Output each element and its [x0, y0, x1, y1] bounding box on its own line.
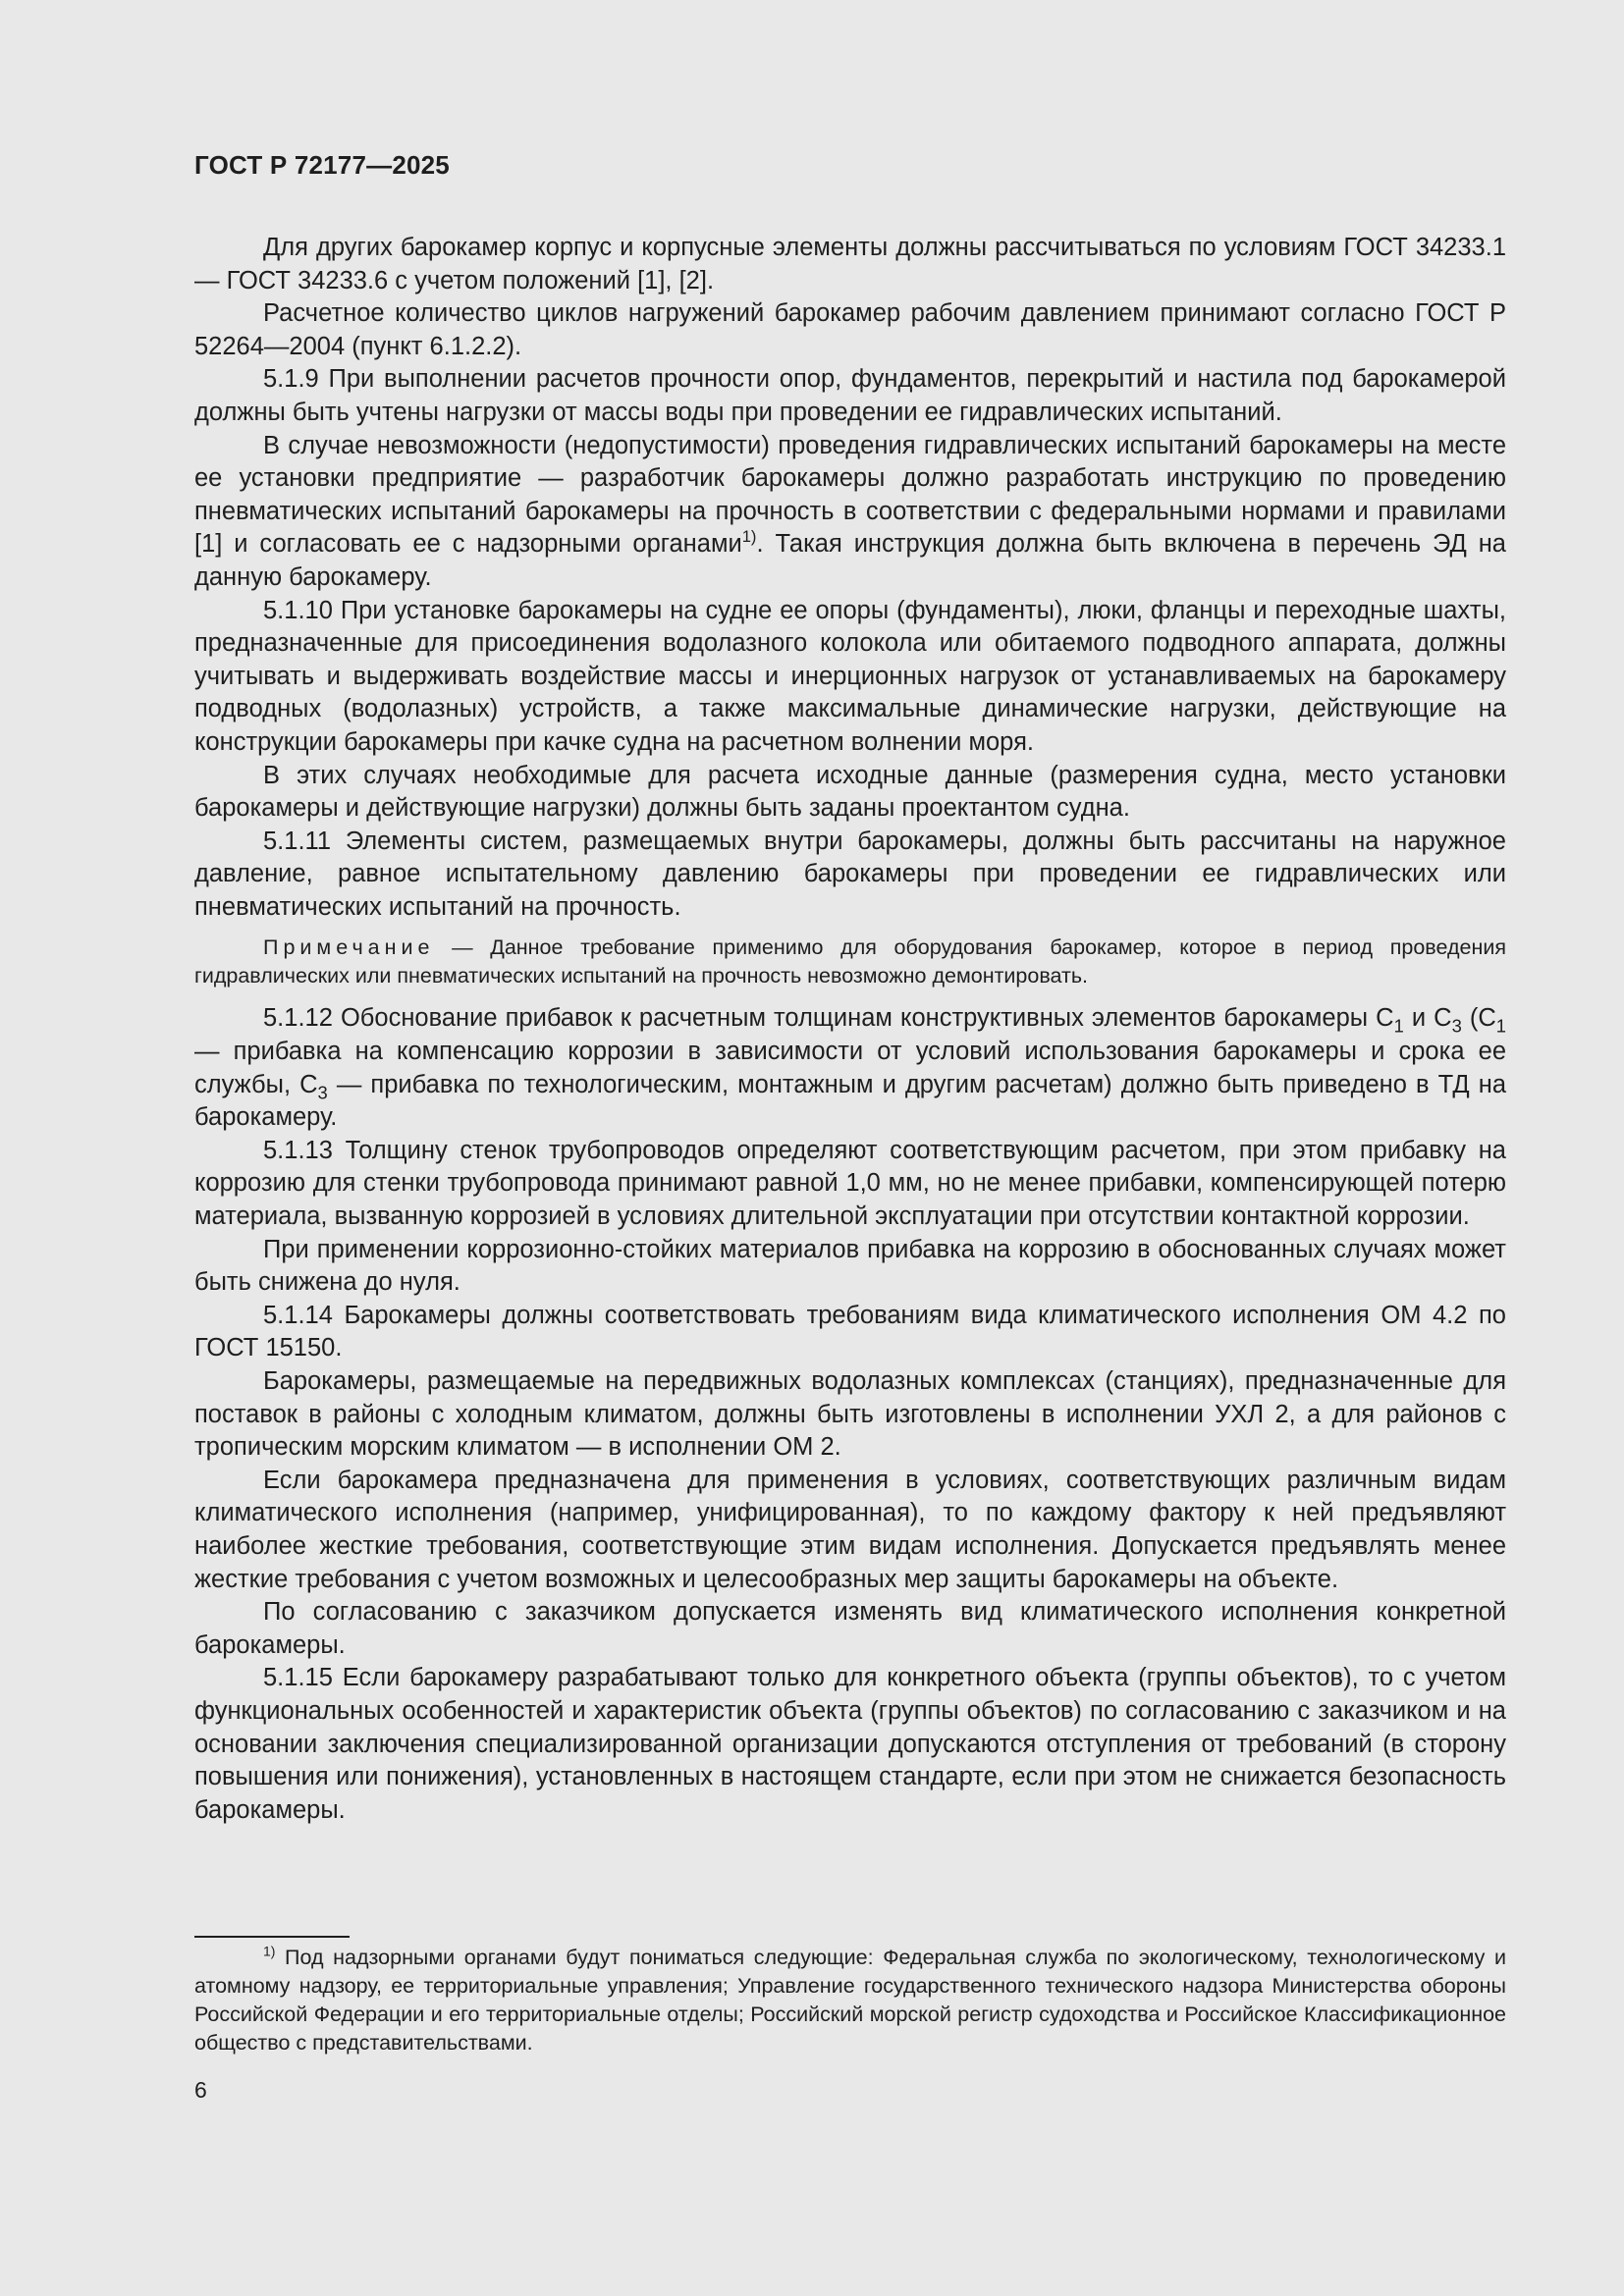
document-header: ГОСТ Р 72177—2025: [194, 150, 450, 180]
paragraph: 5.1.10 При установке барокамеры на судне ее опоры (фундаменты), люки, фланцы и переходные шахты, предназначенные для присоединения водолазного колокола или обитаемого подводного аппарата, должны учитывать и выдерживать воздействие массы и инерционных нагрузок от устанавливаемых на барокамеру подводных (водолазных) устройств, а также максимальные динамические нагрузки, действующие на конструкции барокамеры при качке судна на расчетном волнении моря.: [194, 596, 1506, 756]
paragraph-text: 5.1.12 Обоснование прибавок к расчетным толщинам конструктивных элементов барокамеры С: [263, 1004, 1394, 1033]
paragraph-text: и С: [1403, 1004, 1452, 1033]
subscript: 3: [1451, 1015, 1462, 1037]
document-body: [194, 232, 1506, 1827]
paragraph: [194, 1002, 1506, 1134]
paragraph: 5.1.9 При выполнении расчетов прочности опор, фундаментов, перекрытий и настила под барокамерой должны быть учтены нагрузки от массы воды при проведении ее гидравлических испытаний.: [194, 365, 1506, 426]
paragraph: 5.1.13 Толщину стенок трубопроводов определяют соответствующим расчетом, при этом прибавку на коррозию для стенки трубопровода принимают равной 1,0 мм, но не менее прибавки, компенсирующей потерю материала, вызванную коррозией в условиях длительной эксплуатации при отсутствии контактной коррозии.: [194, 1136, 1506, 1231]
paragraph: Для других барокамер корпус и корпусные элементы должны рассчитываться по условиям ГОСТ 34233.1 — ГОСТ 34233.6 с учетом положений [1], [2].: [194, 234, 1506, 294]
paragraph: 5.1.14 Барокамеры должны соответствовать требованиям вида климатического исполнения ОМ 4.2 по ГОСТ 15150.: [194, 1301, 1506, 1362]
page-number: 6: [194, 2077, 207, 2103]
paragraph: В этих случаях необходимые для расчета исходные данные (размерения судна, место установки барокамеры и действующие нагрузки) должны быть заданы проектантом судна.: [194, 761, 1506, 823]
paragraph: 5.1.15 Если барокамеру разрабатывают только для конкретного объекта (группы объектов), то с учетом функциональных особенностей и характеристик объекта (группы объектов) по согласованию с заказчиком и на основании заключения специализированной организации допускаются отступления от требований (в сторону повышения или понижения), установленных в настоящем стандарте, если при этом не снижается безопасность барокамеры.: [194, 1664, 1506, 1824]
subscript: 1: [1495, 1015, 1506, 1037]
paragraph: Если барокамера предназначена для применения в условиях, соответствующих различным видам климатического исполнения (например, унифицированная), то по каждому фактору к ней предъявляют наиболее жесткие требования, соответствующие этим видам исполнения. Допускается предъявлять менее жесткие требования с учетом возможных и целесообразных мер защиты барокамеры на объекте.: [194, 1466, 1506, 1593]
note-label: Примечание: [263, 935, 435, 960]
paragraph-text: . Такая инструкция должна быть включена в перечень ЭД на данную барокамеру.: [194, 530, 1506, 591]
subscript: 3: [317, 1082, 328, 1103]
paragraph: Барокамеры, размещаемые на передвижных водолазных комплексах (станциях), предназначенные для поставок в районы с холодным климатом, должны быть изготовлены в исполнении УХЛ 2, а для районов с тропическим морским климатом — в исполнении ОМ 2.: [194, 1367, 1506, 1462]
footnote: [194, 1944, 1506, 2057]
paragraph: [194, 430, 1506, 595]
paragraph-text: В случае невозможности (недопустимости) проведения гидравлических испытаний барокамеры на месте ее установки предприятие — разработчик барокамеры должно разработать инструкцию по проведению пневматических испытаний барокамеры на прочность в соответствии с федеральными нормами и правилами [1] и согласовать ее с надзорными органами: [194, 431, 1506, 559]
paragraph-text: — прибавка на компенсацию коррозии в зависимости от условий использования барокамеры и срока ее службы, С: [194, 1038, 1506, 1098]
footnote-reference: 1): [741, 527, 757, 547]
paragraph: По согласованию с заказчиком допускается изменять вид климатического исполнения конкретной барокамеры.: [194, 1598, 1506, 1659]
footnote-text: Под надзорными органами будут пониматься следующие: Федеральная служба по экологическому, технологическому и атомному надзору, ее территориальные управления; Управление государственного технического надзора Министерства обороны Российской Федерации и его территориальные отделы; Российский морской регистр судоходства и Российское Классификационное общество с представительствами.: [194, 1946, 1506, 2055]
paragraph: 5.1.11 Элементы систем, размещаемых внутри барокамеры, должны быть рассчитаны на наружное давление, равное испытательному давлению барокамеры при проведении ее гидравлических или пневматических испытаний на прочность.: [194, 827, 1506, 921]
paragraph: При применении коррозионно-стойких материалов прибавка на коррозию в обоснованных случаях может быть снижена до нуля.: [194, 1235, 1506, 1297]
subscript: 1: [1393, 1015, 1404, 1037]
paragraph: Расчетное количество циклов нагружений барокамер рабочим давлением принимают согласно ГОСТ Р 52264—2004 (пункт 6.1.2.2).: [194, 299, 1506, 360]
footnote-divider: [194, 1936, 350, 1938]
footnote-marker: 1): [263, 1943, 276, 1959]
paragraph-text: (С: [1461, 1004, 1496, 1033]
note: [194, 934, 1506, 990]
paragraph-text: — прибавка по технологическим, монтажным и другим расчетам) должно быть приведено в ТД на барокамеру.: [194, 1070, 1507, 1132]
note-text: — Данное требование применимо для оборудования барокамер, которое в период проведения гидравлических или пневматических испытаний на прочность невозможно демонтировать.: [194, 935, 1506, 988]
